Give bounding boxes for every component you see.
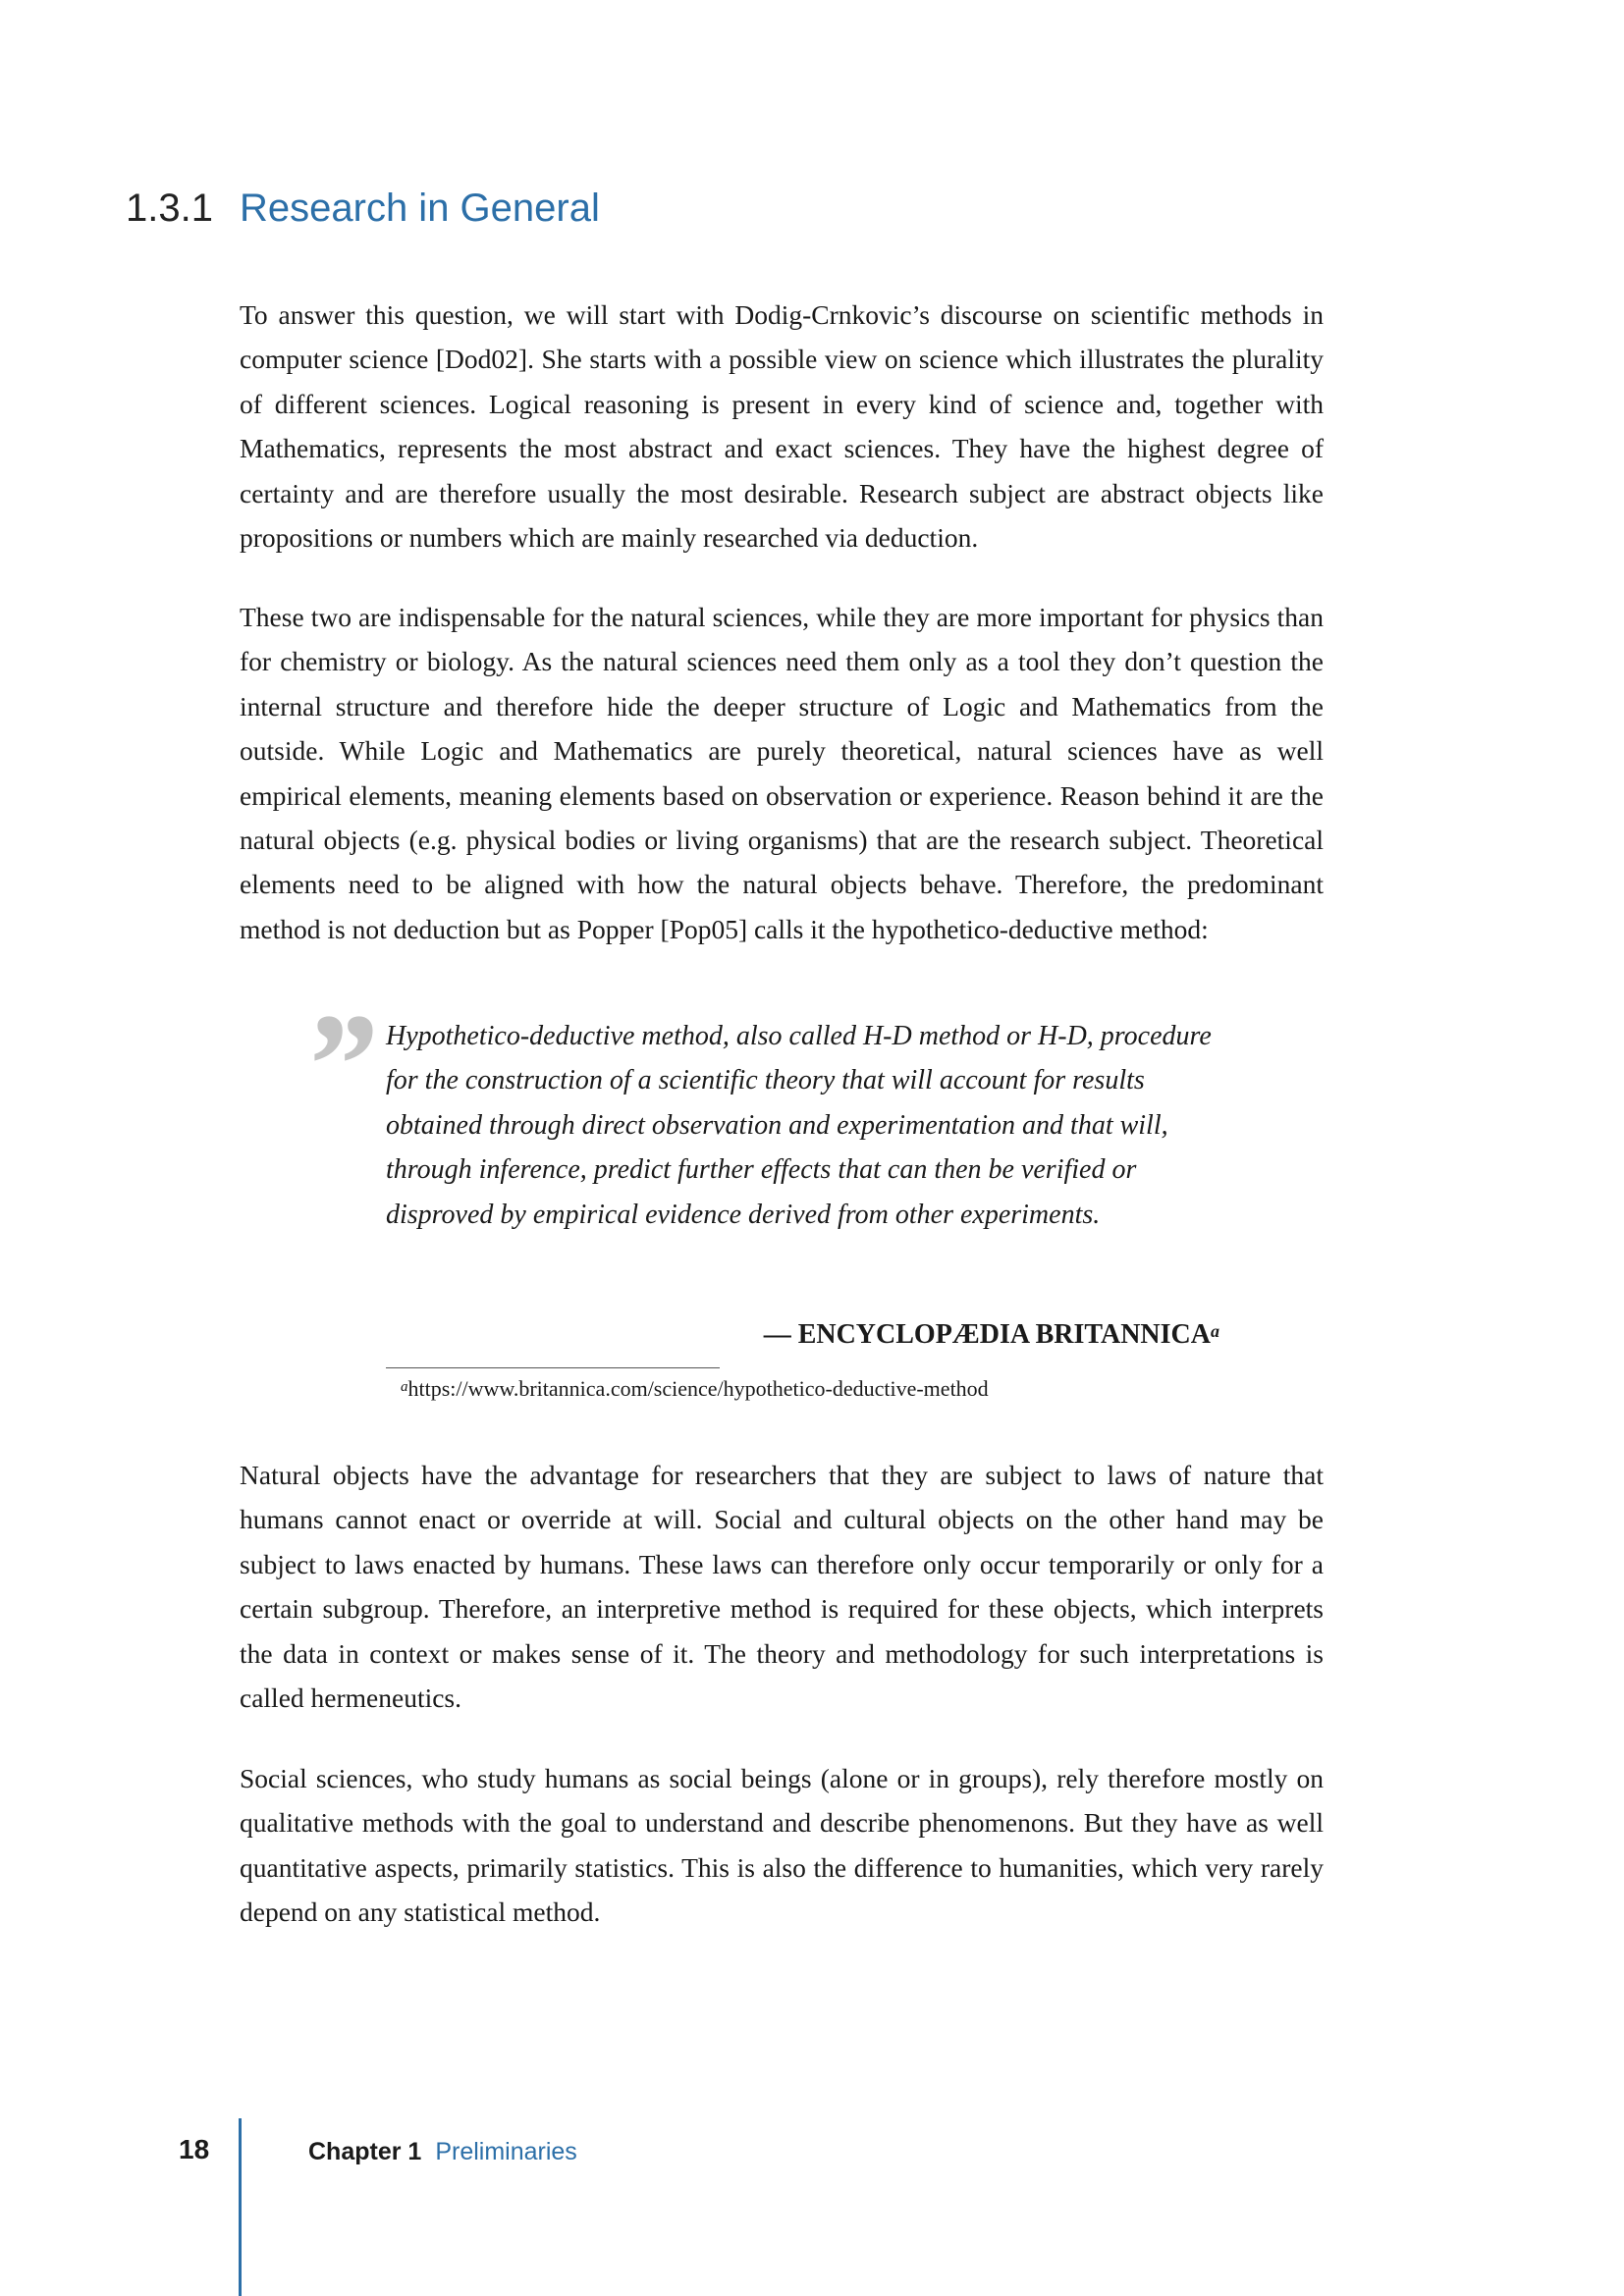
- section-number: 1.3.1: [126, 187, 213, 230]
- running-footer: [308, 2136, 577, 2167]
- section-heading: [126, 185, 600, 232]
- footnote-marker: a: [1211, 1321, 1219, 1341]
- quote-source: — ENCYCLOPÆDIA BRITANNICA: [763, 1319, 1211, 1350]
- chapter-name: Preliminaries: [435, 2138, 577, 2165]
- page-number: 18: [179, 2134, 210, 2164]
- footnote-marker-ref: a: [401, 1379, 408, 1395]
- footer-divider: [239, 2118, 242, 2296]
- block-quote: Hypothetico-deductive method, also called H-D method or H-D, procedure for the construction of a scientific theory that will account for results obtained through direct observation and experimentation and that will, through inference, predict further effects that can then be verified or disproved by empirical evidence derived from other experiments.: [386, 1021, 1212, 1230]
- chapter-label: Chapter 1: [308, 2138, 422, 2165]
- paragraph-social-sciences: Social sciences, who study humans as social beings (alone or in groups), rely therefore mostly on qualitative methods with the goal to understand and describe phenomenons. But they have as well quantitative aspects, primarily statistics. This is also the difference to humanities, which very rarely depend on any statistical method.: [240, 1763, 1324, 1928]
- footnote-link[interactable]: https://www.britannica.com/science/hypothetico-deductive-method: [407, 1376, 989, 1401]
- paragraph-natural-sciences: These two are indispensable for the natural sciences, while they are more important for physics than for chemistry or biology. As the natural sciences need them only as a tool they don’t question the internal structure and therefore hide the deeper structure of Logic and Mathematics from the outside. While Logic and Mathematics are purely theoretical, natural sciences have as well empirical elements, meaning elements based on observation or experience. Reason behind it are the natural objects (e.g. physical bodies or living organisms) that are the research subject. Theoretical elements need to be aligned with how the natural objects behave. Therefore, the predominant method is not deduction but as Popper [Pop05] calls it the hypothetico-deductive method:: [240, 602, 1324, 944]
- section-title: Research in General: [240, 187, 600, 230]
- quote-mark-icon: ”: [301, 984, 375, 1147]
- footnote-divider: [386, 1367, 720, 1368]
- quote-attribution: [764, 1317, 1219, 1353]
- footnote: [401, 1374, 989, 1404]
- paragraph-hermeneutics: Natural objects have the advantage for researchers that they are subject to laws of nature that humans cannot enact or override at will. Social and cultural objects on the other hand may be subject to laws enacted by humans. These laws can therefore only occur temporarily or only for a certain subgroup. Therefore, an interpretive method is required for these objects, which interprets the data in context or makes sense of it. The theory and methodology for such interpretations is called hermeneutics.: [240, 1460, 1324, 1714]
- paragraph-intro: To answer this question, we will start with Dodig-Crnkovic’s discourse on scientific methods in computer science [Dod02]. She starts with a possible view on science which illustrates the plurality of different sciences. Logical reasoning is present in every kind of science and, together with Mathematics, represents the most abstract and exact sciences. They have the highest degree of certainty and are therefore usually the most desirable. Research subject are abstract objects like propositions or numbers which are mainly researched via deduction.: [240, 299, 1324, 554]
